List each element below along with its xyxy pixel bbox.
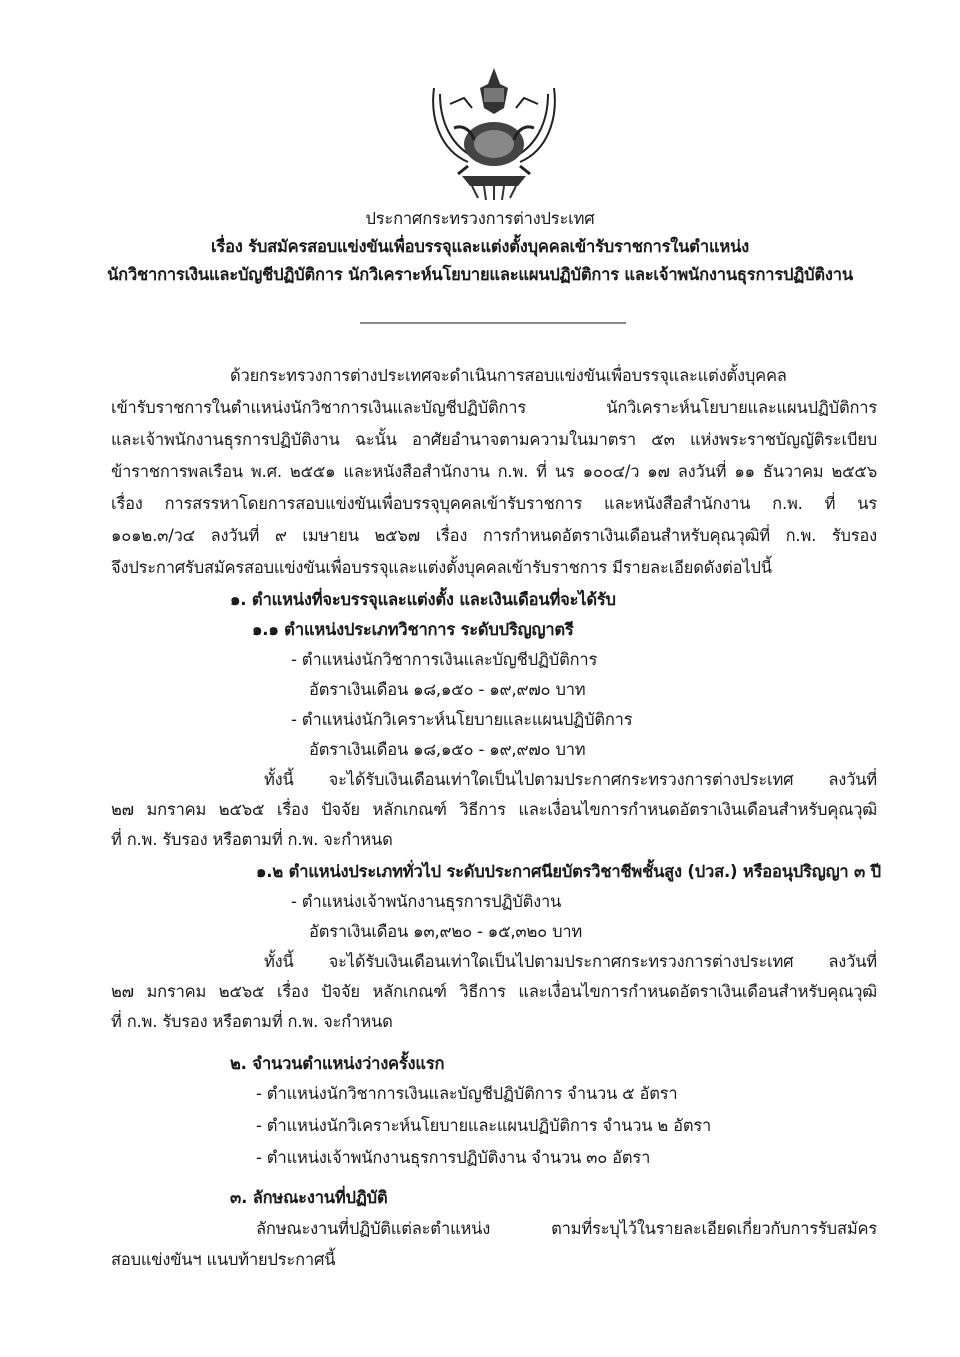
salary-range: อัตราเงินเดือน ๑๘,๑๕๐ - ๑๙,๙๗๐ บาท [309, 740, 586, 759]
vacancy-item: - ตำแหน่งนักวิชาการเงินและบัญชีปฏิบัติการ จำนวน ๕ อัตรา [256, 1084, 678, 1103]
vacancy-item: - ตำแหน่งเจ้าพนักงานธุรการปฏิบัติงาน จำนวน ๓๐ อัตรา [256, 1148, 651, 1167]
garuda-emblem-icon [428, 58, 560, 200]
intro-line: ข้าราชการพลเรือน พ.ศ. ๒๕๕๑ และหนังสือสำนักงาน ก.พ. ที่ นร ๑๐๐๔/ว ๑๗ ลงวันที่ ๑๑ ธันวาคม ๒๕๕๖ [111, 462, 877, 481]
intro-line: จึงประกาศรับสมัครสอบแข่งขันเพื่อบรรจุและแต่งตั้งบุคคลเข้ารับราชการ มีรายละเอียดดังต่อไปนี้ [111, 558, 772, 577]
position-item: - ตำแหน่งนักวิเคราะห์นโยบายและแผนปฏิบัติการ [291, 710, 633, 729]
section-2-heading: ๒. จำนวนตำแหน่งว่างครั้งแรก [230, 1054, 445, 1073]
salary-note-line: ๒๗ มกราคม ๒๕๖๕ เรื่อง ปัจจัย หลักเกณฑ์ วิธีการ และเงื่อนไขการกำหนดอัตราเงินเดือนสำหรับคุณวุฒิ [111, 800, 877, 819]
section-1-1-heading: ๑.๑ ตำแหน่งประเภทวิชาการ ระดับปริญญาตรี [252, 620, 574, 639]
announcement-subject-line-2: นักวิชาการเงินและบัญชีปฏิบัติการ นักวิเคราะห์นโยบายและแผนปฏิบัติการ และเจ้าพนักงานธุรการปฏิบัติงาน [107, 265, 853, 284]
intro-line: ๑๐๑๒.๓/ว๔ ลงวันที่ ๙ เมษายน ๒๕๖๗ เรื่อง การกำหนดอัตราเงินเดือนสำหรับคุณวุฒิที่ ก.พ. รับรอง [111, 526, 877, 545]
announcement-subject-line-1: เรื่อง รับสมัครสอบแข่งขันเพื่อบรรจุและแต่งตั้งบุคคลเข้ารับราชการในตำแหน่ง [210, 237, 750, 256]
intro-line: และเจ้าพนักงานธุรการปฏิบัติงาน ฉะนั้น อาศัยอำนาจตามความในมาตรา ๕๓ แห่งพระราชบัญญัติระเบียบ [111, 430, 877, 449]
salary-range: อัตราเงินเดือน ๑๓,๙๒๐ - ๑๕,๓๒๐ บาท [309, 922, 583, 941]
intro-line: เรื่อง การสรรหาโดยการสอบแข่งขันเพื่อบรรจุบุคคลเข้ารับราชการ และหนังสือสำนักงาน ก.พ. ที่ นร [111, 494, 877, 513]
intro-line: ด้วยกระทรวงการต่างประเทศจะดำเนินการสอบแข่งขันเพื่อบรรจุและแต่งตั้งบุคคล [230, 366, 787, 385]
salary-note-line: ที่ ก.พ. รับรอง หรือตามที่ ก.พ. จะกำหนด [111, 1012, 393, 1031]
position-item: - ตำแหน่งนักวิชาการเงินและบัญชีปฏิบัติการ [291, 650, 598, 669]
salary-note-line: ทั้งนี้ จะได้รับเงินเดือนเท่าใดเป็นไปตามประกาศกระทรวงการต่างประเทศ ลงวันที่ [264, 952, 877, 971]
salary-note-line: ทั้งนี้ จะได้รับเงินเดือนเท่าใดเป็นไปตามประกาศกระทรวงการต่างประเทศ ลงวันที่ [264, 770, 877, 789]
section-1-heading: ๑. ตำแหน่งที่จะบรรจุและแต่งตั้ง และเงินเดือนที่จะได้รับ [230, 590, 616, 609]
intro-line: เข้ารับราชการในตำแหน่งนักวิชาการเงินและบัญชีปฏิบัติการ นักวิเคราะห์นโยบายและแผนปฏิบัติการ [111, 398, 877, 417]
salary-range: อัตราเงินเดือน ๑๘,๑๕๐ - ๑๙,๙๗๐ บาท [309, 680, 586, 699]
salary-note-line: ที่ ก.พ. รับรอง หรือตามที่ ก.พ. จะกำหนด [111, 830, 393, 849]
section-3-heading: ๓. ลักษณะงานที่ปฏิบัติ [230, 1188, 388, 1207]
job-description-line: สอบแข่งขันฯ แนบท้ายประกาศนี้ [111, 1250, 336, 1269]
job-description-line: ลักษณะงานที่ปฏิบัติแต่ละตำแหน่ง ตามที่ระบุไว้ในรายละเอียดเกี่ยวกับการรับสมัคร [256, 1219, 877, 1238]
position-item: - ตำแหน่งเจ้าพนักงานธุรการปฏิบัติงาน [291, 892, 562, 911]
title-divider [360, 322, 626, 324]
vacancy-item: - ตำแหน่งนักวิเคราะห์นโยบายและแผนปฏิบัติการ จำนวน ๒ อัตรา [256, 1116, 712, 1135]
announcement-title: ประกาศกระทรวงการต่างประเทศ [365, 209, 595, 228]
salary-note-line: ๒๗ มกราคม ๒๕๖๕ เรื่อง ปัจจัย หลักเกณฑ์ วิธีการ และเงื่อนไขการกำหนดอัตราเงินเดือนสำหรับคุณวุฒิ [111, 982, 877, 1001]
section-1-2-heading: ๑.๒ ตำแหน่งประเภททั่วไป ระดับประกาศนียบัตรวิชาชีพชั้นสูง (ปวส.) หรืออนุปริญญา ๓ ปี [256, 862, 881, 881]
